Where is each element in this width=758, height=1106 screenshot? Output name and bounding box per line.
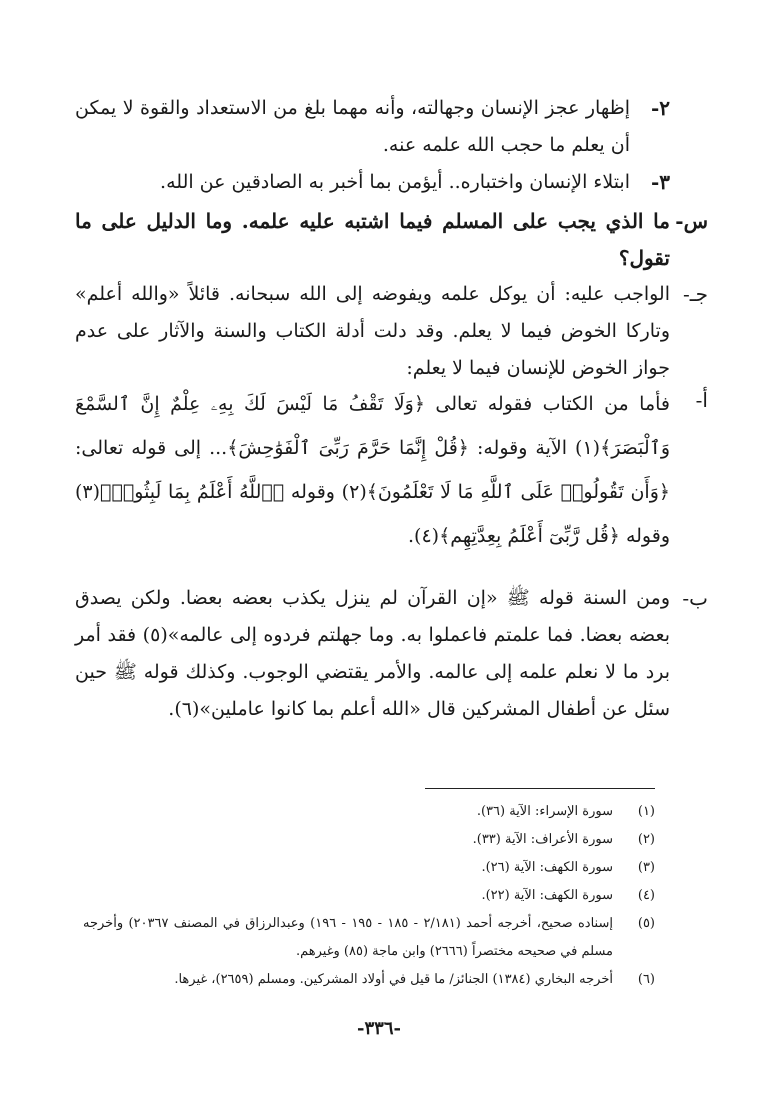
footnote [83, 966, 655, 994]
footnote-number: (٦) [637, 972, 655, 987]
footnote-number: (١) [637, 804, 655, 819]
footnote-number: (٢) [637, 832, 655, 847]
point-text: فأما من الكتاب فقوله تعالى ﴿وَلَا تَقْفُ مَا لَيْسَ لَكَ بِهِۦ عِلْمٌ إِنَّ ٱلسَّمْعَ وَٱلْبَصَرَ﴾(١) الآية وقوله: ﴿قُلْ إِنَّمَا حَرَّمَ رَبِّىَ ٱلْفَوَٰحِشَ﴾... إلى قوله تعالى: ﴿وَأَن تَقُولُوا۟ عَلَى ٱللَّهِ مَا لَا تَعْلَمُونَ﴾(٢) وقوله ﴿ٱللَّهُ أَعْلَمُ بِمَا لَبِثُوا۟﴾(٣) وقوله ﴿قُل رَّبِّىٓ أَعْلَمُ بِعِدَّتِهِم﴾(٤). [75, 393, 671, 547]
item-2 [75, 90, 670, 164]
footnote-text: سورة الكهف: الآية (٢٢). [481, 888, 613, 903]
footnote [83, 798, 655, 826]
item-text: إظهار عجز الإنسان وجهالته، وأنه مهما بلغ من الاستعداد والقوة لا يمكن أن يعلم ما حجب الله علمه عنه. [75, 97, 630, 156]
footnote [83, 882, 655, 910]
footnote-text: سورة الإسراء: الآية (٣٦). [476, 804, 613, 819]
footnote-text: سورة الأعراف: الآية (٣٣). [472, 832, 613, 847]
footnote-separator [425, 788, 655, 789]
item-marker: ٣- [650, 170, 670, 194]
point-marker: أ- [695, 388, 708, 412]
point-marker: ب- [682, 586, 708, 610]
footnote-text: إسناده صحيح، أخرجه أحمد (٢/١٨١ - ١٨٥ - ١٩٥ - ١٩٦) وعبدالرزاق في المصنف ٢٠٣٦٧) وأخرجه مسلم في صحيحه مختصراً (٢٦٦٦) وابن ماجة (٨٥) وغيرهم. [83, 916, 613, 959]
question-marker: س- [675, 209, 708, 233]
item-3 [75, 164, 670, 201]
point-text: ومن السنة قوله ﷺ «إن القرآن لم ينزل يكذب بعضه بعضا. ولكن يصدق بعضه بعضا. فما علمتم فاعملوا به. وما جهلتم فردوه إلى عالمه»(٥) فقد أمر برد ما لا نعلم علمه إلى عالمه. والأمر يقتضي الوجوب. وكذلك قوله ﷺ حين سئل عن أطفال المشركين قال «الله أعلم بما كانوا عاملين»(٦). [75, 587, 670, 720]
footnote-number: (٤) [637, 888, 655, 903]
point-b [75, 580, 708, 728]
footnote [83, 910, 655, 966]
footnote-number: (٥) [637, 916, 655, 931]
answer [75, 276, 708, 387]
footnote-text: سورة الكهف: الآية (٢٦). [481, 860, 613, 875]
footnotes [83, 798, 655, 994]
footnote-number: (٣) [637, 860, 655, 875]
page-number: -٣٣٦- [357, 1018, 401, 1039]
item-marker: ٢- [650, 96, 670, 120]
footnote [83, 854, 655, 882]
footnote [83, 826, 655, 854]
answer-text: الواجب عليه: أن يوكل علمه ويفوضه إلى الله سبحانه. قائلاً «والله أعلم» وتاركا الخوض فيما لا يعلم. وقد دلت أدلة الكتاب والسنة والآثار على عدم جواز الخوض للإنسان فيما لا يعلم: [75, 283, 670, 379]
question [75, 203, 708, 277]
footnote-text: أخرجه البخاري (١٣٨٤) الجنائز/ ما قيل في أولاد المشركين. ومسلم (٢٦٥٩)، غيرها. [174, 972, 613, 987]
item-text: ابتلاء الإنسان واختباره.. أيؤمن بما أخبر به الصادقين عن الله. [160, 171, 630, 193]
answer-marker: جـ- [683, 282, 708, 306]
point-a [75, 382, 708, 558]
question-text: ما الذي يجب على المسلم فيما اشتبه عليه علمه. وما الدليل على ما تقول؟ [75, 209, 670, 270]
